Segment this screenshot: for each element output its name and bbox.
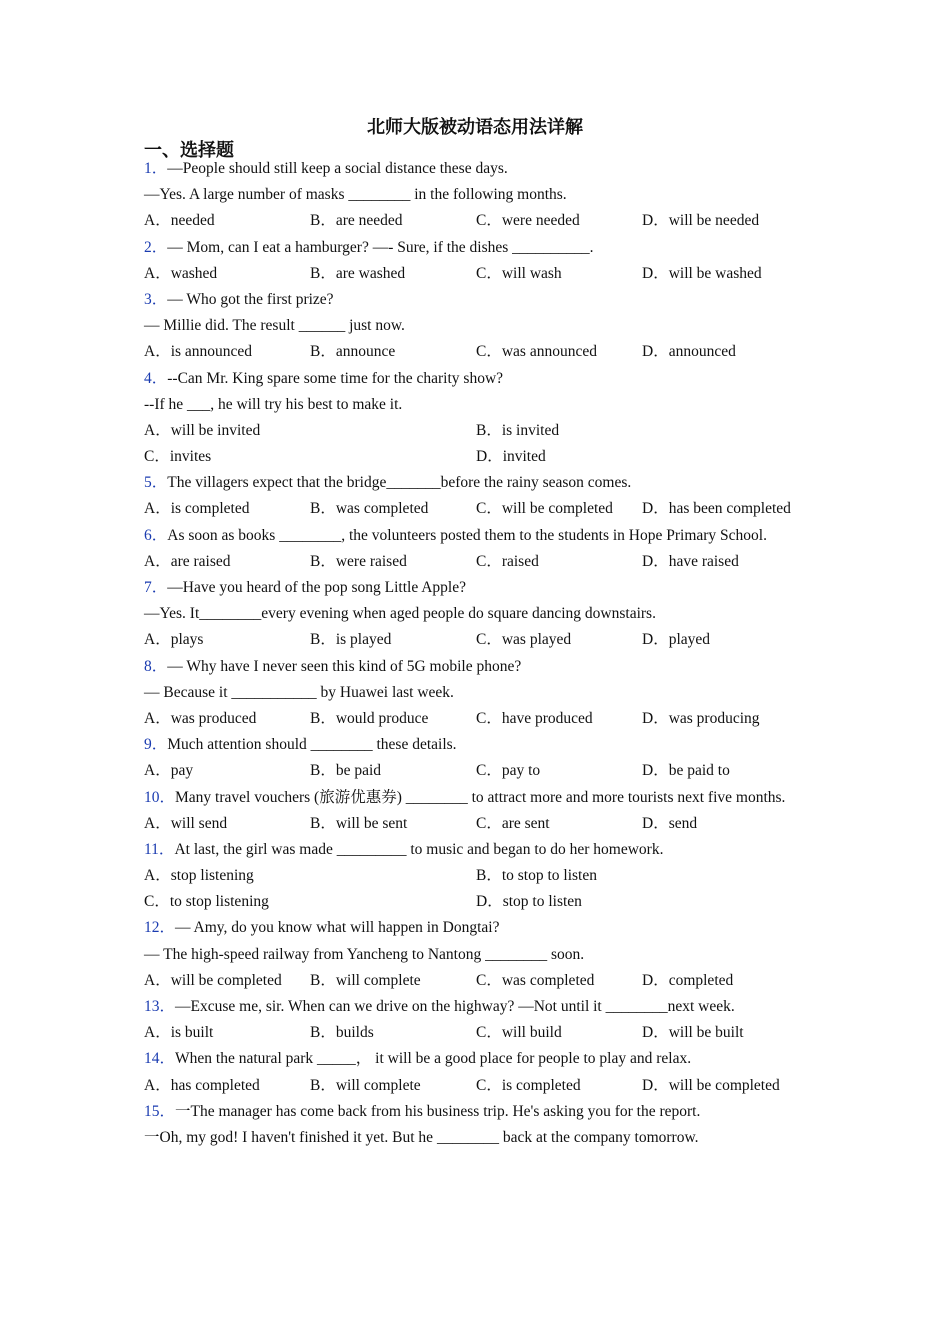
question-text: 一The manager has come back from his business trip. He's asking you for the report. [175,1102,701,1120]
question-number: 3． [144,290,168,308]
question-stem [144,915,824,941]
question-block [144,470,824,522]
question-number: 11． [144,840,175,858]
question-stem [144,523,824,549]
answer-option[interactable]: B．were raised [310,552,407,570]
answer-option[interactable]: A．will send [144,814,228,832]
question-block [144,1099,824,1151]
answer-option[interactable]: D．will be washed [642,264,762,282]
question-stem [144,235,824,261]
answer-option[interactable]: D．will be built [642,1024,744,1042]
option-row [144,549,824,575]
question-block [144,366,824,471]
answer-option[interactable]: A．stop listening [144,867,254,885]
question-text: --Can Mr. King spare some time for the charity show? [167,369,504,387]
question-block [144,994,824,1046]
question-block [144,156,824,235]
option-row [144,261,824,287]
question-block [144,1046,824,1098]
answer-option[interactable]: C．is completed [476,1076,581,1094]
answer-option[interactable]: C．raised [476,552,539,570]
answer-option[interactable]: B．are needed [310,212,403,230]
answer-option[interactable]: C．to stop listening [144,893,269,911]
answer-option[interactable]: C．invites [144,448,212,466]
answer-option[interactable]: A．will be completed [144,971,282,989]
question-number: 7． [144,579,168,597]
question-stem [144,287,824,313]
option-row [144,444,824,470]
question-stem [144,1099,824,1125]
question-number: 4． [144,369,168,387]
answer-option[interactable]: D．will be needed [642,212,760,230]
answer-option[interactable]: B．are washed [310,264,406,282]
answer-option[interactable]: A．washed [144,264,218,282]
answer-option[interactable]: C．will wash [476,264,562,282]
question-stem [144,156,824,182]
answer-option[interactable]: A．plays [144,631,204,649]
option-row [144,339,824,365]
answer-option[interactable]: D．will be completed [642,1076,780,1094]
question-number: 14． [144,1050,176,1068]
answer-option[interactable]: D．stop to listen [476,893,582,911]
answer-option[interactable]: D．played [642,631,711,649]
question-text: —People should still keep a social distance these days. [167,160,508,177]
option-row [144,706,824,732]
section-heading: 一、选择题 [144,140,234,160]
question-stem [144,732,824,758]
question-stem [144,785,824,811]
answer-option[interactable]: C．have produced [476,709,593,727]
answer-option[interactable]: C．were needed [476,212,580,230]
answer-option[interactable]: D．announced [642,343,736,361]
answer-option[interactable]: B．is invited [476,421,560,439]
question-text: When the natural park _____， it will be a good place for people to play and relax. [175,1050,692,1068]
answer-option[interactable]: D．completed [642,971,734,989]
question-text: Much attention should ________ these details. [167,736,457,754]
question-text: 一Oh, my god! I haven't finished it yet. But he ________ back at the company tomorrow. [144,1128,699,1146]
question-block [144,837,824,916]
question-text: — Mom, can I eat a hamburger? —- Sure, if the dishes __________. [167,238,594,256]
answer-option[interactable]: B．would produce [310,709,429,727]
option-row [144,496,824,522]
answer-option[interactable]: A．will be invited [144,421,261,439]
question-stem [144,654,824,680]
question-number: 8． [144,657,168,675]
answer-option[interactable]: B．builds [310,1024,374,1042]
question-text: — The high-speed railway from Yancheng to Nantong ________ soon. [144,945,585,963]
answer-option[interactable]: D．send [642,814,698,832]
question-text: — Amy, do you know what will happen in Dongtai? [175,919,500,937]
question-stem [144,837,824,863]
answer-option[interactable]: C．will build [476,1024,562,1042]
question-block [144,654,824,733]
question-number: 10． [144,788,176,806]
question-block [144,287,824,366]
answer-option[interactable]: C．was announced [476,343,597,361]
option-row [144,208,824,234]
question-text: As soon as books ________, the volunteers posted them to the students in Hope Primary School. [167,526,767,544]
question-block [144,575,824,654]
answer-option[interactable]: A．is announced [144,343,253,361]
answer-option[interactable]: A．pay [144,762,194,780]
answer-option[interactable]: C．will be completed [476,500,613,518]
question-number: 6． [144,526,168,544]
question-dialogue-line [144,182,824,208]
option-row [144,1073,824,1099]
answer-option[interactable]: D．have raised [642,552,739,570]
question-number: 12． [144,919,176,937]
question-block [144,523,824,575]
question-text: Many travel vouchers (旅游优惠券) ________ to attract more and more tourists next five months. [175,788,786,806]
question-stem [144,1046,824,1072]
answer-option[interactable]: C．are sent [476,814,550,832]
answer-option[interactable]: D．was producing [642,709,760,727]
question-number: 1． [144,160,168,177]
question-dialogue-line [144,392,824,418]
question-text: — Because it ___________ by Huawei last week. [144,683,454,701]
question-text: —Yes. It________every evening when aged people do square dancing downstairs. [144,605,656,623]
question-block [144,235,824,287]
question-dialogue-line [144,313,824,339]
answer-option[interactable]: B．announce [310,343,396,361]
question-text: —Yes. A large number of masks ________ in the following months. [144,186,567,204]
question-number: 9． [144,736,168,754]
question-block [144,915,824,994]
answer-option[interactable]: D．has been completed [642,500,791,518]
answer-option[interactable]: A．is completed [144,500,250,518]
question-text: At last, the girl was made _________ to music and began to do her homework. [174,840,664,858]
answer-option[interactable]: B．be paid [310,762,382,780]
question-stem [144,994,824,1020]
question-text: — Who got the first prize? [167,290,334,308]
question-text: —Have you heard of the pop song Little Apple? [167,579,466,597]
answer-option[interactable]: C．was completed [476,971,595,989]
option-row [144,758,824,784]
answer-option[interactable]: B．was completed [310,500,429,518]
answer-option[interactable]: B．will complete [310,971,421,989]
question-dialogue-line [144,601,824,627]
question-text: --If he ___, he will try his best to make it. [144,395,403,413]
answer-option[interactable]: C．pay to [476,762,541,780]
question-text: The villagers expect that the bridge_______before the rainy season comes. [167,474,632,492]
question-dialogue-line [144,1125,824,1151]
option-row [144,1020,824,1046]
question-stem [144,366,824,392]
question-dialogue-line [144,942,824,968]
answer-option[interactable]: D．be paid to [642,762,730,780]
question-dialogue-line [144,680,824,706]
question-number: 2． [144,238,168,256]
answer-option[interactable]: A．was produced [144,709,257,727]
option-row [144,889,824,915]
answer-option[interactable]: A．needed [144,212,215,230]
document-title: 北师大版被动语态用法详解 [367,117,583,137]
answer-option[interactable]: B．is played [310,631,392,649]
answer-option[interactable]: A．are raised [144,552,231,570]
option-row [144,418,824,444]
question-stem [144,575,824,601]
answer-option[interactable]: B．will be sent [310,814,408,832]
answer-option[interactable]: B．will complete [310,1076,421,1094]
answer-option[interactable]: A．has completed [144,1076,260,1094]
answer-option[interactable]: A．is built [144,1024,214,1042]
option-row [144,968,824,994]
question-block [144,732,824,784]
question-text: — Millie did. The result ______ just now. [144,317,405,335]
question-list [144,156,824,1151]
question-text: —Excuse me, sir. When can we drive on the highway? —Not until it ________next week. [175,998,735,1016]
answer-option[interactable]: B．to stop to listen [476,867,597,885]
question-text: — Why have I never seen this kind of 5G mobile phone? [167,657,522,675]
question-number: 15． [144,1102,176,1120]
answer-option[interactable]: D．invited [476,448,546,466]
question-number: 13． [144,998,176,1016]
answer-option[interactable]: C．was played [476,631,572,649]
option-row [144,627,824,653]
question-block [144,785,824,837]
question-number: 5． [144,474,168,492]
question-stem [144,470,824,496]
option-row [144,863,824,889]
option-row [144,811,824,837]
